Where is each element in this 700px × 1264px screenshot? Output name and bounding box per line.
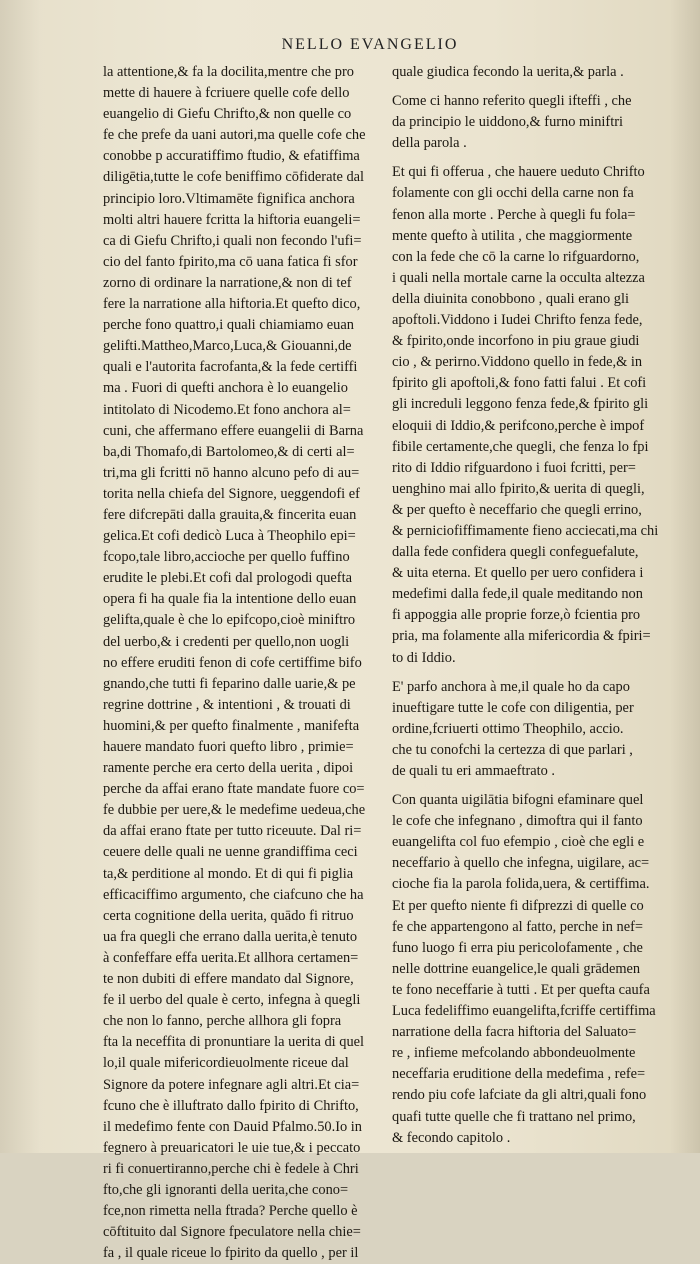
- text-line: quale giudica fecondo la uerita,& parla .: [392, 64, 624, 80]
- text-line: narratione della facra hiftoria del Saluato=: [392, 1024, 637, 1041]
- text-line: diligētia,tutte le cofe beniffimo cōfiderate dal: [103, 169, 365, 186]
- text-line: ta,& perditione al mondo. Et di qui fi piglia: [103, 865, 354, 882]
- text-line: fpirito gli apoftoli,& fono fatti falui . Et cofi: [392, 375, 647, 392]
- text-line: gnando,che tutti fi feparino dalle uarie,& pe: [103, 675, 356, 692]
- text-line: intitolato di Nicodemo.Et fono anchora al=: [103, 401, 351, 418]
- text-line: ramente perche era certo della uerita , dipoi: [103, 760, 354, 777]
- text-line: che tu conofchi la certezza di que parlari ,: [392, 741, 633, 758]
- text-line: cioche fia la parola folida,uera, & certiffima.: [392, 876, 650, 893]
- text-line: lo,il quale mifericordieuolmente riceue dal: [103, 1055, 349, 1072]
- text-line: euangelifta col fuo efempio , cioè che egli e: [392, 834, 645, 851]
- text-line: fa , il quale riceue lo fpirito da quello , per il: [103, 1245, 359, 1262]
- text-line: il medefimo fente con Dauid Pfalmo.50.Io in: [103, 1118, 362, 1135]
- text-line: & per quefto è neceffario che quegli errino,: [392, 501, 642, 518]
- text-line: à confeffare effa uerita.Et allhora certamen=: [103, 949, 359, 966]
- text-line: ceuere delle quali ne uenne grandiffima ceci: [103, 844, 358, 861]
- text-line: conobbe p accuratiffimo ftudio, & efatiffima: [103, 148, 360, 165]
- text-line: fere la narratione alla hiftoria.Et quefto dico,: [103, 296, 361, 313]
- text-line: efficaciffimo argumento, che ciafcuno che ha: [103, 886, 364, 903]
- text-line: fe che prefe da uani autori,ma quelle cofe che: [103, 127, 366, 144]
- text-line: gli increduli leggono fenza fede,& fpirito gli: [392, 396, 649, 413]
- text-line: cio del fanto fpirito,ma cō uana fatica fi sfor: [103, 253, 358, 270]
- text-line: ca di Giefu Chrifto,i quali non fecondo l'ufi=: [103, 232, 362, 249]
- text-line: fenon alla morte . Perche à quegli fu fola=: [392, 206, 636, 223]
- left-text-column: [103, 62, 389, 1264]
- text-line: E' parfo anchora à me,il quale ho da capo: [392, 678, 630, 695]
- text-line: hauere mandato fuori quefto libro , primie=: [103, 739, 354, 755]
- text-line: fcuno che è illuftrato dallo fpirito di Chrifto,: [103, 1097, 359, 1114]
- text-line: inueftigare tutte le cofe con diligentia, per: [392, 699, 634, 716]
- paragraph: [392, 62, 672, 83]
- text-line: la attentione,& fa la docilita,mentre che pro: [103, 64, 354, 80]
- text-line: funo luogo fi erra piu pericolofamente , che: [392, 939, 643, 956]
- page-gutter-shadow: [0, 0, 40, 1153]
- text-line: perche da affai erano ftate mandate fuore co=: [103, 781, 365, 798]
- text-line: Et qui fi offerua , che hauere ueduto Chrifto: [392, 164, 645, 181]
- text-line: quali e l'autorita facrofanta,& la fede certiffi: [103, 359, 358, 376]
- text-line: regrine dottrine , & intentioni , & trouati di: [103, 696, 351, 713]
- text-line: fibile certamente,che quegli, che fenza lo fpi: [392, 438, 649, 455]
- text-line: erudite le plebi.Et cofi dal prologodi quefta: [103, 570, 352, 587]
- text-line: rito di Iddio rifguardono i fuoi fcritti, per=: [392, 459, 636, 476]
- text-line: tri,ma gli fcritti nō hanno alcuno pefo di au=: [103, 464, 360, 481]
- text-line: Luca fedeliffimo euangelifta,fcriffe certiffima: [392, 1003, 656, 1020]
- text-line: cio , & perirno.Viddono quello in fede,& in: [392, 354, 643, 371]
- text-line: uenghino mai allo fpirito,& uerita di quegli,: [392, 480, 645, 497]
- text-line: euangelio di Giefu Chrifto,& non quelle co: [103, 106, 352, 123]
- text-line: fta la neceffita di pronuntiare la uerita di quel: [103, 1034, 365, 1051]
- text-line: della diuinita conobbono , quali erano gli: [392, 290, 629, 307]
- text-line: perche fono quattro,i quali chiamiamo euan: [103, 317, 354, 334]
- running-title: NELLO EVANGELIO: [281, 36, 459, 53]
- text-line: torita nella chiefa del Signore, ueggendofi ef: [103, 485, 360, 502]
- text-line: ri fi conuertiranno,perche chi è fedele à Chri: [103, 1160, 359, 1177]
- text-line: quafi tutte quelle che fi trattano nel primo,: [392, 1108, 636, 1125]
- paragraph: [392, 162, 672, 668]
- text-line: dalla fede confidera quegli confeguefalute,: [392, 544, 639, 561]
- text-line: & fecondo capitolo .: [392, 1129, 511, 1146]
- text-line: della parola .: [392, 135, 467, 152]
- paragraph: [392, 91, 672, 154]
- text-line: & fpirito,onde incorfono in piu graue giudi: [392, 333, 640, 350]
- text-line: molti altri hauere fcritta la hiftoria euangeli=: [103, 211, 361, 228]
- text-line: fi appoggia alle proprie forze,ò fcientia pro: [392, 607, 641, 624]
- text-line: apoftoli.Viddono i Iudei Chrifto fenza fede,: [392, 312, 643, 329]
- text-line: zorno di ordinare la narratione,& non di tef: [103, 274, 352, 291]
- text-line: Con quanta uigilātia bifogni efaminare quel: [392, 792, 644, 809]
- text-line: che non lo fanno, perche allhora gli fopra: [103, 1013, 342, 1030]
- text-line: huomini,& per quefto finalmente , manifefta: [103, 717, 360, 734]
- text-line: gelifti.Mattheo,Marco,Luca,& Giouanni,de: [103, 338, 352, 355]
- right-text-column: [392, 62, 672, 1149]
- text-line: & uita eterna. Et quello per uero confidera i: [392, 565, 644, 582]
- text-line: ma . Fuori di quefti anchora è lo euangelio: [103, 380, 348, 397]
- text-line: le cofe che infegnano , dimoftra qui il fanto: [392, 813, 643, 830]
- text-line: gelica.Et cofi dedicò Luca à Theophilo epi=: [103, 528, 356, 545]
- text-line: fegnero à preuaricatori le uie tue,& i peccato: [103, 1139, 361, 1156]
- text-line: eloquii di Iddio,& perifcono,perche è impof: [392, 417, 645, 434]
- paragraph: [392, 677, 672, 782]
- text-line: fto,che gli ignoranti della uerita,che cono=: [103, 1181, 349, 1198]
- text-line: te fono neceffarie à tutti . Et per quefta caufa: [392, 981, 650, 998]
- text-line: Signore da potere infegnare agli altri.Et cia=: [103, 1076, 360, 1093]
- text-line: del uerbo,& i credenti per quello,non uogli: [103, 633, 350, 650]
- text-line: mente quefto à utilita , che maggiormente: [392, 227, 633, 244]
- text-line: mette di hauere à fcriuere quelle cofe dello: [103, 85, 350, 102]
- paragraph: [392, 790, 672, 1149]
- page-edge-shadow: [670, 0, 700, 1153]
- text-line: te non dubiti di effere mandato dal Signore,: [103, 971, 354, 988]
- text-line: medefimi dalla fede,il quale meditando non: [392, 586, 643, 603]
- text-line: & perniciofiffimamente fieno acciecati,ma chi: [392, 522, 659, 539]
- text-line: principio loro.Vltimamēte fignifica anchora: [103, 190, 355, 207]
- text-line: Et per quefto niente fi difprezzi di quelle co: [392, 897, 644, 914]
- text-line: cōftituito dal Signore fpeculatore nella chie=: [103, 1224, 361, 1241]
- text-line: ba,di Thomafo,di Bartolomeo,& di certi al=: [103, 443, 355, 460]
- text-line: neceffaria eruditione della medefima , refe=: [392, 1066, 646, 1083]
- text-line: neceffario à quello che infegna, uigilare, ac=: [392, 855, 650, 872]
- text-line: gelifta,quale è che lo epifcopo,cioè miniftro: [103, 612, 356, 629]
- text-line: fe il uerbo del quale è certo, infegna à quegli: [103, 992, 361, 1009]
- text-line: de quali tu eri ammaeftrato .: [392, 763, 556, 779]
- text-line: con la fede che cō la carne lo rifguardorno,: [392, 248, 640, 265]
- text-line: ua fra quegli che errano dalla uerita,è tenuto: [103, 928, 358, 945]
- text-line: to di Iddio.: [392, 649, 456, 666]
- text-line: i quali nella mortale carne la occulta altezza: [392, 269, 645, 286]
- text-line: da principio le uiddono,& furno miniftri: [392, 114, 624, 131]
- text-line: certa cognitione della uerita, quādo fi ritruo: [103, 907, 354, 924]
- text-line: ordine,fcriuerti ottimo Theophilo, accio.: [392, 720, 624, 737]
- text-line: pria, ma folamente alla mifericordia & fpiri=: [392, 628, 651, 645]
- text-line: Come ci hanno referito quegli ifteffi , che: [392, 93, 632, 110]
- text-line: re , infieme mefcolando abbondeuolmente: [392, 1045, 636, 1062]
- text-line: fce,non rimetta nella ftrada? Perche quello è: [103, 1203, 358, 1220]
- text-line: da affai erano ftate per tutto riceuute. Dal ri=: [103, 823, 362, 840]
- text-line: fe dubbie per uere,& le medefime uedeua,che: [103, 802, 366, 819]
- text-line: fcopo,tale libro,accioche per quello fuffino: [103, 549, 350, 566]
- text-line: rendo piu cofe lafciate da gli altri,quali fono: [392, 1087, 647, 1104]
- text-line: no effere eruditi fenon di cofe certiffime bifo: [103, 654, 362, 671]
- text-line: folamente con gli occhi della carne non fa: [392, 185, 634, 202]
- text-line: fere difcrepāti dalla grauita,& fincerita euan: [103, 506, 357, 523]
- text-line: nelle dottrine euangelice,le quali grādemen: [392, 960, 641, 977]
- text-line: fe che appartengono al fatto, perche in nef=: [392, 918, 644, 935]
- text-line: opera fi ha quale fia la intentione dello euan: [103, 591, 357, 608]
- text-line: cuni, che affermano effere euangelii di Barna: [103, 422, 364, 439]
